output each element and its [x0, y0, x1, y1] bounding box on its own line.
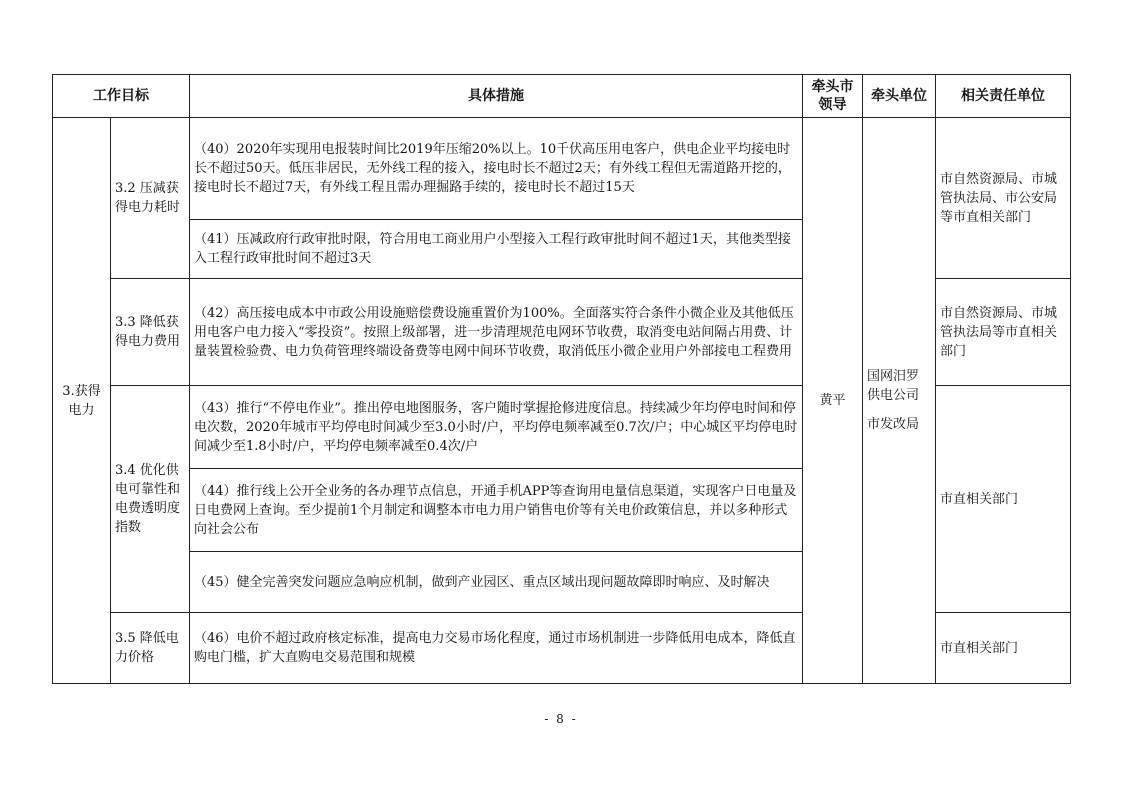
work-plan-table: [52, 74, 1071, 684]
header-leader: 牵头市领导: [803, 75, 863, 118]
leader-cell: 黄平: [803, 118, 863, 684]
header-lead-unit: 牵头单位: [863, 75, 936, 118]
related-units-cell: 市直相关部门: [936, 613, 1071, 684]
lead-unit-cell: [863, 118, 936, 684]
header-measures: 具体措施: [190, 75, 803, 118]
measure-cell: （44）推行线上公开全业务的各办理节点信息，开通手机APP等查询用电量信息渠道，实现客户日电量及日电费网上查询。至少提前1个月制定和调整本市电力用户销售电价等有关电价政策信息，并以多种形式向社会公布: [190, 469, 803, 552]
measure-cell: （41）压减政府行政审批时限，符合用电工商业用户小型接入工程行政审批时间不超过1天，其他类型接入工程行政审批时间不超过3天: [190, 220, 803, 279]
measure-cell: （42）高压接电成本中市政公用设施赔偿费设施重置价为100%。全面落实符合条件小微企业及其他低压用电客户电力接入“零投资”。按照上级部署，进一步清理规范电网环节收费，取消变电站间隔占用费、计量装置检验费、电力负荷管理终端设备费等电网中间环节收费，取消低压小微企业用户外部接电工程费用: [190, 279, 803, 386]
subgoal-cell: 3.2 压减获得电力耗时: [111, 118, 190, 279]
related-units-cell: 市自然资源局、市城管执法局等市直相关部门: [936, 279, 1071, 386]
subgoal-cell: 3.4 优化供电可靠性和电费透明度指数: [111, 386, 190, 613]
table-row: [53, 118, 1071, 220]
table-header-row: [53, 75, 1071, 118]
measure-cell: （45）健全完善突发问题应急响应机制，做到产业园区、重点区域出现问题故障即时响应、及时解决: [190, 552, 803, 613]
subgoal-cell: 3.5 降低电力价格: [111, 613, 190, 684]
subgoal-cell: 3.3 降低获得电力费用: [111, 279, 190, 386]
lead-unit-2: 市发改局: [867, 417, 920, 432]
lead-unit-1: 国网汨罗供电公司: [867, 369, 920, 403]
measure-cell: （40）2020年实现用电报装时间比2019年压缩20%以上。10千伏高压用电客户，供电企业平均接电时长不超过50天。低压非居民，无外线工程的接入，接电时长不超过2天；有外线工程但无需道路开挖的，接电时长不超过7天，有外线工程且需办理掘路手续的，接电时长不超过15天: [190, 118, 803, 220]
main-goal-cell: 3.获得电力: [53, 118, 111, 684]
related-units-cell: 市自然资源局、市城管执法局、市公安局等市直相关部门: [936, 118, 1071, 279]
measure-cell: （46）电价不超过政府核定标准，提高电力交易市场化程度，通过市场机制进一步降低用电成本，降低直购电门槛，扩大直购电交易范围和规模: [190, 613, 803, 684]
header-related-units: 相关责任单位: [936, 75, 1071, 118]
related-units-cell: 市直相关部门: [936, 386, 1071, 613]
measure-cell: （43）推行“不停电作业”。推出停电地图服务，客户随时掌握抢修进度信息。持续减少年均停电时间和停电次数，2020年城市平均停电时间减少至3.0小时/户，平均停电频率减至0.7次/户；中心城区平均停电时间减少至1.8小时/户，平均停电频率减至0.4次/户: [190, 386, 803, 469]
header-goal: 工作目标: [53, 75, 190, 118]
page-number: - 8 -: [544, 712, 578, 726]
